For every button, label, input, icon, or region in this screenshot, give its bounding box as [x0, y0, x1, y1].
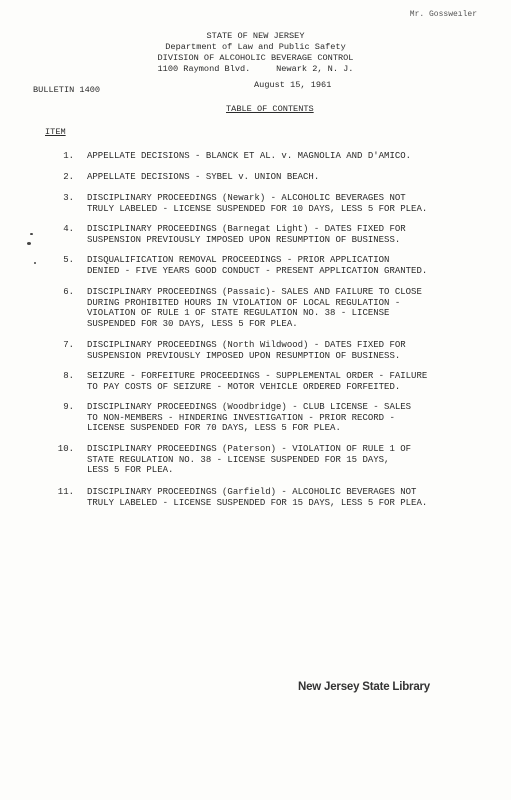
item-number: 4. [63, 224, 74, 234]
item-title: APPELLATE DECISIONS - SYBEL v. UNION BEACH. [87, 172, 320, 182]
header-department: Department of Law and Public Safety [165, 42, 346, 52]
header-state: STATE OF NEW JERSEY [206, 31, 305, 41]
item-number: 9. [63, 402, 74, 412]
item-column-header: ITEM [45, 127, 66, 137]
bulletin-number: BULLETIN 1400 [33, 85, 101, 95]
item-number: 3. [63, 193, 74, 203]
item-number: 6. [63, 287, 74, 297]
item-title: DISCIPLINARY PROCEEDINGS (Newark) - ALCOHOLIC BEVERAGES NOT TRULY LABELED - LICENSE SUSPENDED FOR 10 DAYS, LESS 5 FOR PLEA. [87, 193, 428, 214]
item-title: DISCIPLINARY PROCEEDINGS (Passaic)- SALES AND FAILURE TO CLOSE DURING PROHIBITED HOURS IN VIOLATION OF LOCAL REGULATION - VIOLATION OF RULE 1 OF STATE REGULATION NO. 38 - LICENSE SUSPENDED FOR 30 DAYS, LESS 5 FOR PLEA. [87, 287, 422, 329]
item-title: DISCIPLINARY PROCEEDINGS (Barnegat Light) - DATES FIXED FOR SUSPENSION PREVIOUSLY IMPOSED UPON RESUMPTION OF BUSINESS. [87, 224, 406, 245]
item-title: DISQUALIFICATION REMOVAL PROCEEDINGS - PRIOR APPLICATION DENIED - FIVE YEARS GOOD CONDUCT - PRESENT APPLICATION GRANTED. [87, 255, 428, 276]
item-title: DISCIPLINARY PROCEEDINGS (North Wildwood) - DATES FIXED FOR SUSPENSION PREVIOUSLY IMPOSED UPON RESUMPTION OF BUSINESS. [87, 340, 406, 361]
item-title: SEIZURE - FORFEITURE PROCEEDINGS - SUPPLEMENTAL ORDER - FAILURE TO PAY COSTS OF SEIZURE - MOTOR VEHICLE ORDERED FORFEITED. [87, 371, 428, 392]
item-number: 10. [57, 444, 74, 454]
header-address: 1100 Raymond Blvd. Newark 2, N. J. [157, 64, 354, 74]
header-division: DIVISION OF ALCOHOLIC BEVERAGE CONTROL [157, 53, 354, 63]
handwritten-annotation: Mr. Gossweıler [409, 10, 477, 19]
item-number: 2. [63, 172, 74, 182]
item-title: APPELLATE DECISIONS - BLANCK ET AL. v. MAGNOLIA AND D'AMICO. [87, 151, 412, 161]
scan-mark [30, 233, 33, 235]
library-stamp: New Jersey State Library [298, 681, 430, 693]
item-number: 7. [63, 340, 74, 350]
item-number: 8. [63, 371, 74, 381]
scan-mark [34, 262, 36, 264]
table-of-contents-title: TABLE OF CONTENTS [226, 104, 314, 114]
item-title: DISCIPLINARY PROCEEDINGS (Woodbridge) - CLUB LICENSE - SALES TO NON-MEMBERS - HINDERING INVESTIGATION - PRIOR RECORD - LICENSE SUSPENDED FOR 70 DAYS, LESS 5 FOR PLEA. [87, 402, 412, 434]
item-number: 11. [57, 487, 74, 497]
scan-mark [27, 242, 31, 245]
item-number: 1. [63, 151, 74, 161]
item-title: DISCIPLINARY PROCEEDINGS (Garfield) - ALCOHOLIC BEVERAGES NOT TRULY LABELED - LICENSE SUSPENDED FOR 15 DAYS, LESS 5 FOR PLEA. [87, 487, 428, 508]
item-number: 5. [63, 255, 74, 265]
bulletin-date: August 15, 1961 [254, 80, 332, 90]
item-title: DISCIPLINARY PROCEEDINGS (Paterson) - VIOLATION OF RULE 1 OF STATE REGULATION NO. 38 - LICENSE SUSPENDED FOR 15 DAYS, LESS 5 FOR PLEA. [87, 444, 412, 476]
